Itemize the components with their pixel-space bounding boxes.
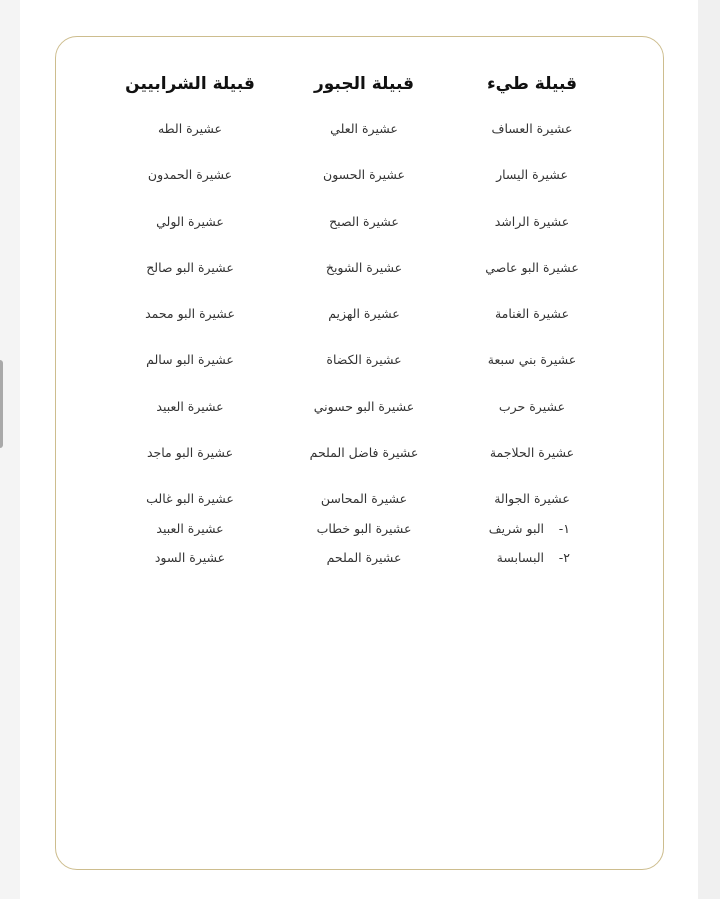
column-sharabeen [90, 0, 290, 899]
sub-clan-item [470, 521, 570, 536]
clan-item: عشيرة البو حسوني [313, 399, 415, 414]
clan-item: عشيرة الطه [157, 121, 223, 136]
clan-item: عشيرة السود [154, 550, 226, 565]
column-title: قبيلة الجبور [313, 74, 415, 94]
clan-item: عشيرة حرب [498, 399, 566, 414]
sub-clan-number: ١- [558, 521, 570, 536]
sub-clan-label: البو شريف [488, 521, 545, 536]
clan-item: عشيرة العبيد [156, 521, 224, 536]
clan-item: عشيرة بني سبعة [487, 352, 577, 367]
clan-item: عشيرة الراشد [494, 214, 570, 229]
scroll-gutter [698, 0, 720, 899]
column-jabour [264, 0, 464, 899]
clan-item: عشيرة البو عاصي [485, 260, 579, 275]
clan-item: عشيرة العبيد [156, 399, 224, 414]
column-title: قبيلة الشرابيين [125, 74, 255, 94]
clan-item: عشيرة فاضل الملحم [309, 445, 419, 460]
clan-item: عشيرة الجوالة [494, 491, 570, 506]
clan-item: عشيرة الغنامة [494, 306, 570, 321]
clan-item: عشيرة الشويخ [325, 260, 403, 275]
sub-clan-number: ٢- [558, 550, 570, 565]
sub-clan-label: البسابسة [496, 550, 545, 565]
clan-item: عشيرة البو غالب [146, 491, 234, 506]
clan-item: عشيرة الملحم [326, 550, 402, 565]
clan-item: عشيرة الحمدون [147, 167, 233, 182]
clan-item: عشيرة البو خطاب [316, 521, 412, 536]
clan-item: عشيرة البو محمد [145, 306, 235, 321]
clan-item: عشيرة اليسار [496, 167, 568, 182]
clan-item: عشيرة المحاسن [320, 491, 408, 506]
column-title: قبيلة طيء [486, 74, 578, 94]
sub-clan-item [470, 550, 570, 565]
clan-item: عشيرة البو ماجد [146, 445, 234, 460]
clan-item: عشيرة الحلاجمة [489, 445, 575, 460]
clan-item: عشيرة الصبح [329, 214, 399, 229]
clan-item: عشيرة العلي [330, 121, 398, 136]
clan-item: عشيرة البو صالح [146, 260, 234, 275]
clan-item: عشيرة العساف [491, 121, 573, 136]
clan-item: عشيرة الحسون [323, 167, 405, 182]
clan-item: عشيرة الولي [156, 214, 224, 229]
clan-item: عشيرة الهزيم [328, 306, 400, 321]
side-drawer-handle[interactable] [0, 360, 3, 448]
clan-item: عشيرة الكضاة [326, 352, 402, 367]
clan-item: عشيرة البو سالم [146, 352, 234, 367]
